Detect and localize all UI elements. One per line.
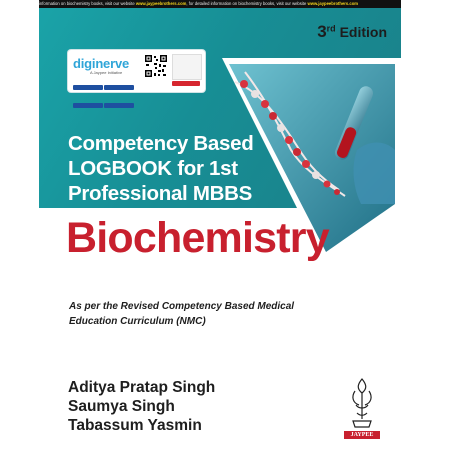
subject-title: Biochemistry — [66, 214, 329, 262]
download-app-button[interactable] — [172, 81, 200, 86]
title-line-1: Competency Based — [68, 132, 254, 155]
ticker-url-repeat[interactable]: www.jaypeebrothers.com — [307, 1, 359, 6]
edition-number: 3 — [317, 22, 327, 41]
diginerve-brand-a: digi — [73, 56, 96, 71]
edition-text: Edition — [339, 24, 387, 40]
edition-suffix: rd — [326, 23, 336, 34]
diginerve-feature-tags — [73, 78, 139, 114]
title-line-2: LOGBOOK for 1st — [68, 157, 238, 180]
author-2: Saumya Singh — [68, 398, 175, 415]
subtitle-line-1: As per the Revised Competency Based Medical — [69, 301, 295, 312]
diginerve-badge[interactable] — [68, 50, 205, 92]
ticker-text-start: information on biochemistry books, visit our website — [39, 1, 136, 6]
edition-label — [317, 22, 387, 42]
publisher-emblem-icon — [347, 375, 377, 430]
qr-code-icon[interactable] — [144, 54, 168, 78]
diginerve-logo — [73, 56, 129, 71]
ticker-url[interactable]: www.jaypeebrothers.com — [135, 1, 187, 6]
publisher-label: JAYPEE — [344, 431, 380, 439]
book-cover — [39, 0, 401, 452]
title-line-3: Professional MBBS — [68, 182, 252, 205]
app-store-badge[interactable] — [172, 54, 202, 80]
author-1: Aditya Pratap Singh — [68, 379, 216, 396]
author-3: Tabassum Yasmin — [68, 417, 202, 434]
diginerve-brand-b: nerve — [95, 56, 130, 71]
subtitle-line-2: Education Curriculum (NMC) — [69, 316, 206, 327]
gloved-hand — [354, 143, 395, 205]
diginerve-subtitle: A Jaypee Initiative — [90, 70, 123, 75]
ticker-text-end: , for detailed information on biochemistry books, visit our website — [186, 1, 308, 6]
